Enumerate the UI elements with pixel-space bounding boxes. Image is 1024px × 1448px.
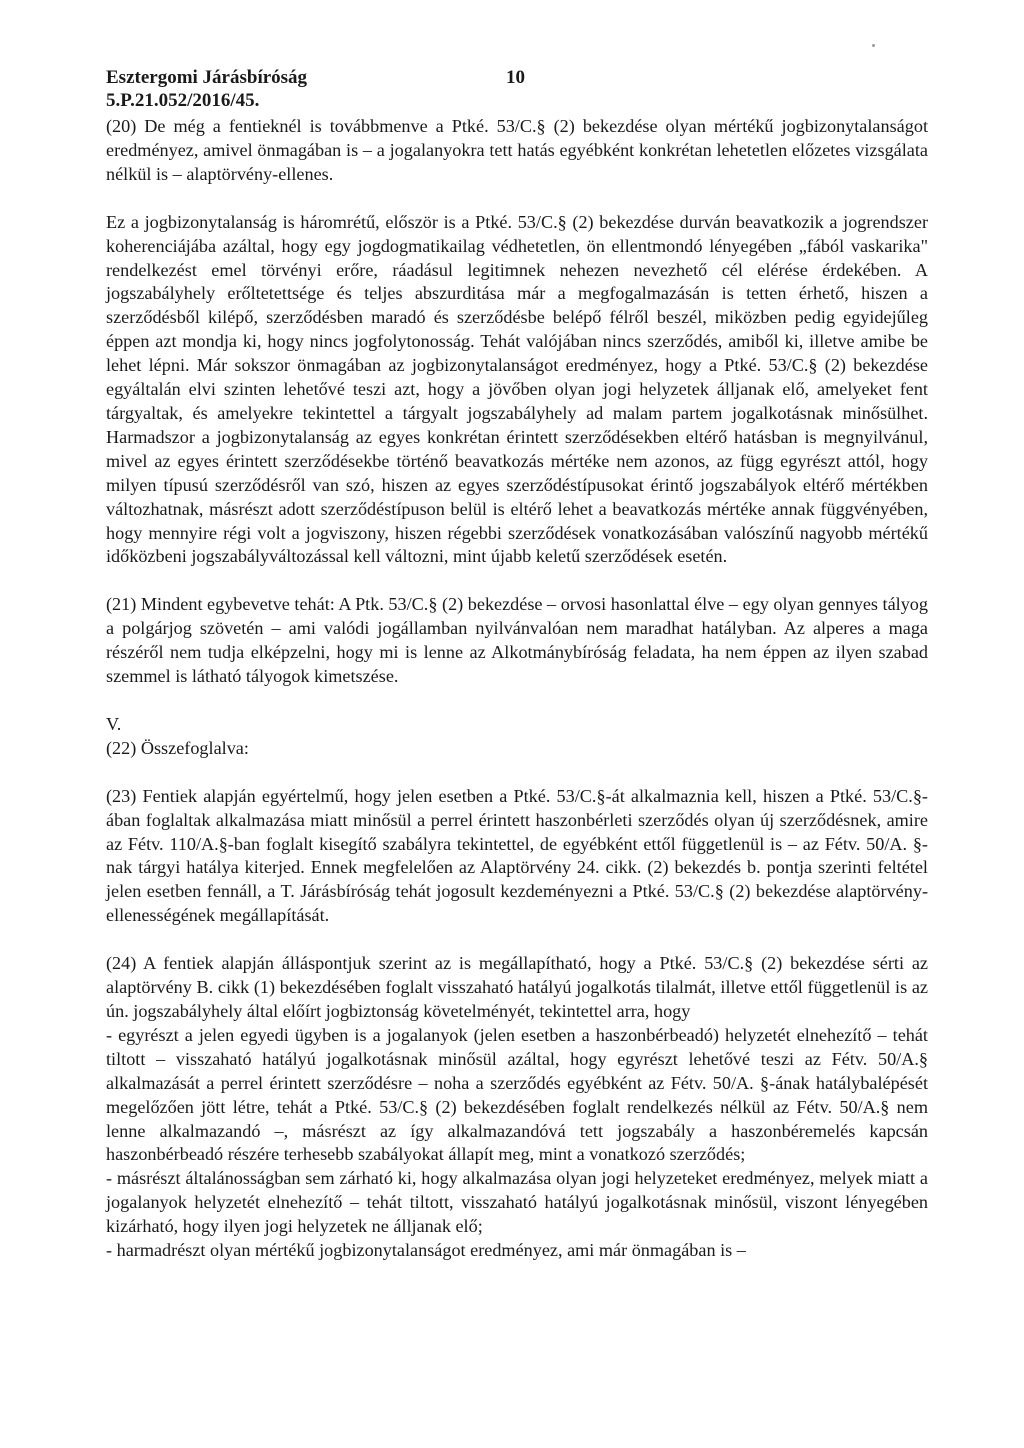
paragraph-21: (21) Mindent egybevetve tehát: A Ptk. 53/C.§ (2) bekezdése – orvosi hasonlattal élve – egy olyan gennyes tályog a polgárjog szövetén – ami valódi jogállamban nyilvánvalóan nem maradhat hatályban. Az alperes a maga részéről nem tudja elképzelni, hogy mi is lenne az Alkotmánybíróság feladata, ha nem éppen az ilyen szabad szemmel is látható tályogok kimetszése. (106, 594, 928, 687)
document-body (106, 115, 928, 1263)
paragraph-20: (20) De még a fentieknél is továbbmenve a Ptké. 53/C.§ (2) bekezdése olyan mértékű jogbizonytalanságot eredményez, amivel önmagában is – a jogalanyokra tett hatás egyébként konkrétan lehetetlen előzetes vizsgálata nélkül is – alaptörvény-ellenes. (106, 116, 928, 184)
list-item: - másrészt általánosságban sem zárható ki, hogy alkalmazása olyan jogi helyzeteket eredményez, melyek miatt a jogalanyok helyzetét elnehezítő – tehát tiltott, visszaható hatályú jogalkotásnak minősül, viszont lényegében kizárható, hogy ilyen jogi helyzetek ne álljanak elő; (106, 1168, 928, 1237)
page-number: 10 (506, 67, 525, 88)
list-item: - harmadrészt olyan mértékű jogbizonytalanságot eredményez, ami már önmagában is – (106, 1240, 746, 1261)
page-header (106, 66, 525, 112)
court-name: Esztergomi Járásbíróság (106, 67, 308, 88)
scan-speck (872, 44, 875, 47)
list-item: - egyrészt a jelen egyedi ügyben is a jogalanyok (jelen esetben a haszonbérbeadó) helyzetét elnehezítő – tehát tiltott – visszaható hatályú jogalkotásnak minősül azáltal, hogy egyrészt lehetővé teszi az Fétv. 50/A.§ alkalmazását a perrel érintett szerződésre – noha a szerződés egyébként az Fétv. 50/A. §-ának hatálybalépését megelőzően jött létre, tehát a Ptké. 53/C.§ (2) bekezdésében foglalt rendelkezés nélkül az Fétv. 50/A.§ nem lenne alkalmazandó –, másrészt az így alkalmazandóvá tett jogszabály a haszonbéremelés kapcsán haszonbérbeadó részére terhesebb szabályokat állapít meg, mint a vonatkozó szerződés; (106, 1024, 928, 1165)
section-roman-numeral: V. (106, 713, 122, 734)
case-number: 5.P.21.052/2016/45. (106, 90, 260, 111)
section-heading-22: (22) Összefoglalva: (106, 737, 249, 758)
paragraph-24-intro: (24) A fentiek alapján álláspontjuk szerint az is megállapítható, hogy a Ptké. 53/C.§ (2) bekezdése sérti az alaptörvény B. cikk (1) bekezdésében foglalt visszaható hatályú jogalkotás tilalmát, illetve ettől függetlenül is az ún. jogszabályhely által előírt jogbiztonság követelményét, tekintettel arra, hogy (106, 953, 928, 1021)
paragraph-23: (23) Fentiek alapján egyértelmű, hogy jelen esetben a Ptké. 53/C.§-át alkalmaznia kell, hiszen a Ptké. 53/C.§-ában foglaltak alkalmazása miatt minősül a perrel érintett haszonbérleti szerződés olyan új szerződésnek, amire az Fétv. 110/A.§-ban foglalt kisegítő szabályra tekintettel, de egyébként ettől függetlenül is – az Fétv. 50/A. §-nak tárgyi hatálya kiterjed. Ennek megfelelően az Alaptörvény 24. cikk. (2) bekezdés b. pontja szerinti feltétel jelen esetben fennáll, a T. Járásbíróság tehát jogosult kezdeményezni a Ptké. 53/C.§ (2) bekezdése alaptörvény-ellenességének megállapítását. (106, 785, 928, 926)
paragraph-jogbizonytalansag: Ez a jogbizonytalanság is háromrétű, először is a Ptké. 53/C.§ (2) bekezdése durván beavatkozik a jogrendszer koherenciájába azáltal, hogy egy jogdogmatikailag védhetetlen, ön ellentmondó lényegében „fából vaskarika" rendelkezést emel törvényi erőre, ráadásul legitimnek nehezen nevezhető cél elérése érdekében. A jogszabályhely erőltetettsége és teljes abszurditása már a megfogalmazásán is tetten érhető, hiszen a szerződésből kilépő, szerződésben maradó és szerződésbe belépő félről beszél, miközben pedig egyidejűleg éppen azt mondja ki, hogy nincs jogfolytonosság. Tehát valójában nincs szerződés, amiből ki, illetve amibe be lehet lépni. Már sokszor önmagában az jogbizonytalanságot eredményez, hogy a Ptké. 53/C.§ (2) bekezdése egyáltalán elvi szinten lehetővé teszi azt, hogy a jövőben olyan jogi helyzetek álljanak elő, amelyeket fent tárgyaltak, és amelyekre tekintettel a tárgyalt jogszabályhely ad malam partem jogalkotásnak minősülhet. Harmadszor a jogbizonytalanság az egyes konkrétan érintett szerződésekben eltérő hatásban is megnyilvánul, mivel az egyes érintett szerződésekbe történő beavatkozás mértéke nem azonos, az függ egyrészt attól, hogy milyen típusú szerződésről van szó, hiszen az egyes szerződéstípusokat érintő jogszabályok eltérő mértékben változhatnak, másrészt adott szerződéstípuson belül is eltérő lehet a beavatkozás mértéke annak függvényében, hogy mennyire régi volt a jogviszony, hiszen régebbi szerződések vonatkozásában valószínű nagyobb mértékű időközbeni jogszabályváltozással kell változni, mint újabb keletű szerződések esetén. (106, 211, 928, 567)
